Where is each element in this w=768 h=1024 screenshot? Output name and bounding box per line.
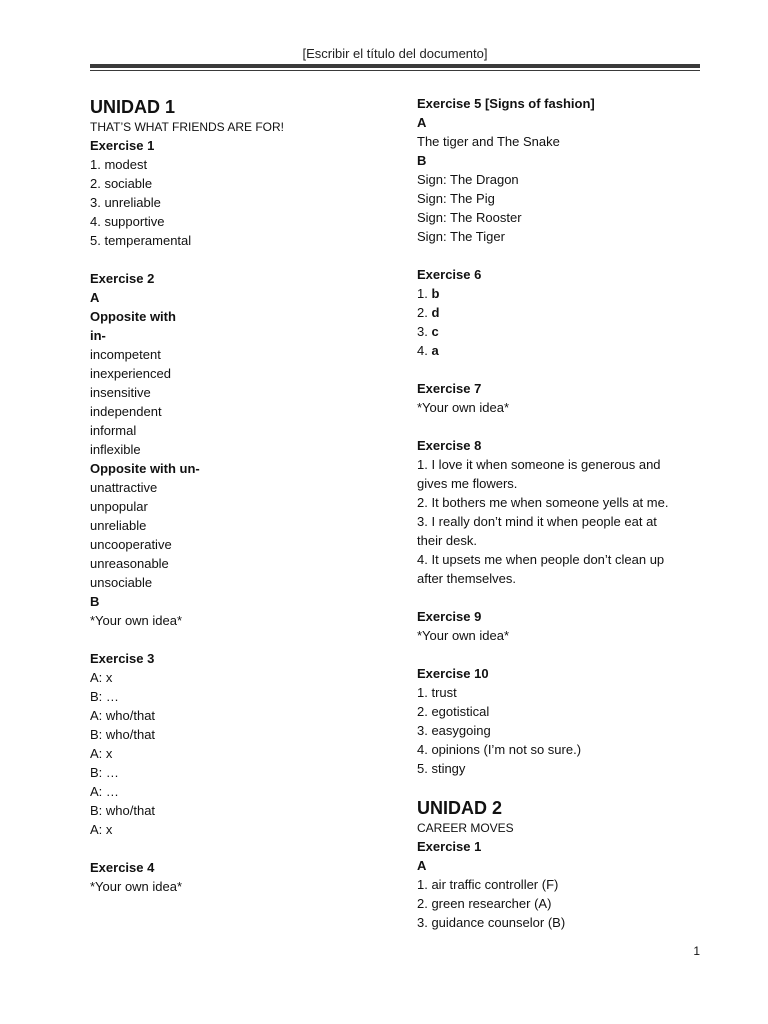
section-heading: Exercise 2 xyxy=(90,271,155,286)
answer-line: 2. sociable xyxy=(90,176,153,191)
spacer xyxy=(417,246,717,265)
answer-line: 5. temperamental xyxy=(90,233,192,248)
answer-line: gives me flowers. xyxy=(417,476,518,491)
answer-line: 3. unreliable xyxy=(90,195,161,210)
section-heading: in- xyxy=(90,328,106,343)
answer-line: unreasonable xyxy=(90,556,169,571)
answer-line: 4. It upsets me when people don’t clean up xyxy=(417,552,665,567)
unit-title: UNIDAD 2 xyxy=(417,798,503,818)
answer-line: B: … xyxy=(90,765,119,780)
answer-line: 1. trust xyxy=(417,685,457,700)
answer-line: 1. modest xyxy=(90,157,148,172)
answer-line: 2. d xyxy=(417,305,440,320)
spacer xyxy=(417,360,717,379)
header-rule-thin xyxy=(90,70,700,71)
answer-line: Sign: The Dragon xyxy=(417,172,519,187)
section-heading: Opposite with un- xyxy=(90,461,200,476)
section-heading: Exercise 5 [Signs of fashion] xyxy=(417,96,595,111)
answer-line: 2. egotistical xyxy=(417,704,490,719)
section-heading: A xyxy=(417,115,427,130)
section-heading: Opposite with xyxy=(90,309,176,324)
spacer xyxy=(90,839,390,858)
answer-line: 1. I love it when someone is generous and xyxy=(417,457,661,472)
answer-line: after themselves. xyxy=(417,571,516,586)
section-heading: A xyxy=(90,290,100,305)
unit-subtitle: THAT’S WHAT FRIENDS ARE FOR! xyxy=(90,120,285,134)
answer-line: 2. green researcher (A) xyxy=(417,896,552,911)
answer-line: 1. air traffic controller (F) xyxy=(417,877,559,892)
answer-line: unpopular xyxy=(90,499,148,514)
answer-line: Sign: The Tiger xyxy=(417,229,505,244)
answer-line: *Your own idea* xyxy=(417,400,510,415)
section-heading: Exercise 8 xyxy=(417,438,482,453)
section-heading: A xyxy=(417,858,427,873)
answer-line: 3. I really don’t mind it when people eat at xyxy=(417,514,657,529)
answer-line: Sign: The Rooster xyxy=(417,210,522,225)
answer-line: *Your own idea* xyxy=(417,628,510,643)
unit-title: UNIDAD 1 xyxy=(90,97,176,117)
section-heading: Exercise 9 xyxy=(417,609,482,624)
page-number: 1 xyxy=(693,944,700,958)
answer-line: insensitive xyxy=(90,385,151,400)
answer-line: B: who/that xyxy=(90,803,156,818)
spacer xyxy=(417,778,717,797)
answer-line: 4. a xyxy=(417,343,439,358)
section-heading: Exercise 3 xyxy=(90,651,155,666)
answer-line: *Your own idea* xyxy=(90,613,183,628)
answer-line: unsociable xyxy=(90,575,153,590)
answer-line: A: x xyxy=(90,746,113,761)
answer-line: 3. c xyxy=(417,324,439,339)
answer-line: 3. guidance counselor (B) xyxy=(417,915,566,930)
section-heading: Exercise 1 xyxy=(90,138,155,153)
section-heading: Exercise 7 xyxy=(417,381,482,396)
answer-line: 4. opinions (I’m not so sure.) xyxy=(417,742,582,757)
answer-line: A: who/that xyxy=(90,708,156,723)
section-heading: B xyxy=(417,153,427,168)
spacer xyxy=(417,645,717,664)
document-header-title: [Escribir el título del documento] xyxy=(302,46,488,61)
answer-line: *Your own idea* xyxy=(90,879,183,894)
answer-line: 1. b xyxy=(417,286,440,301)
answer-line: 3. easygoing xyxy=(417,723,491,738)
section-heading: B xyxy=(90,594,100,609)
answer-line: inflexible xyxy=(90,442,141,457)
section-heading: Exercise 6 xyxy=(417,267,482,282)
right-column xyxy=(417,94,717,932)
answer-line: Sign: The Pig xyxy=(417,191,495,206)
answer-line: inexperienced xyxy=(90,366,171,381)
answer-line: A: x xyxy=(90,822,113,837)
header-rule-thick xyxy=(90,64,700,68)
answer-line: B: … xyxy=(90,689,119,704)
answer-line: unattractive xyxy=(90,480,158,495)
answer-line: informal xyxy=(90,423,137,438)
spacer xyxy=(90,630,390,649)
answer-line: their desk. xyxy=(417,533,477,548)
answer-line: B: who/that xyxy=(90,727,156,742)
section-heading: Exercise 10 xyxy=(417,666,489,681)
answer-line: uncooperative xyxy=(90,537,172,552)
section-heading: Exercise 1 xyxy=(417,839,482,854)
spacer xyxy=(417,417,717,436)
spacer xyxy=(90,250,390,269)
answer-line: A: x xyxy=(90,670,113,685)
answer-line: 5. stingy xyxy=(417,761,466,776)
left-column xyxy=(90,96,390,896)
answer-line: unreliable xyxy=(90,518,147,533)
answer-line: 4. supportive xyxy=(90,214,165,229)
spacer xyxy=(417,588,717,607)
unit-subtitle: CAREER MOVES xyxy=(417,821,514,835)
answer-line: The tiger and The Snake xyxy=(417,134,560,149)
answer-line: 2. It bothers me when someone yells at me. xyxy=(417,495,669,510)
answer-line: independent xyxy=(90,404,162,419)
answer-line: A: … xyxy=(90,784,119,799)
section-heading: Exercise 4 xyxy=(90,860,155,875)
answer-line: incompetent xyxy=(90,347,161,362)
